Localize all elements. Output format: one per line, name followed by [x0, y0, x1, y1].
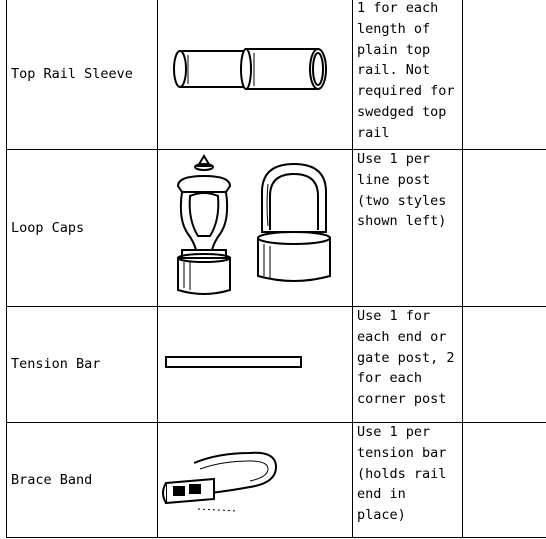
- part-description: [353, 307, 463, 423]
- table-row: [7, 423, 546, 538]
- table-row: [7, 307, 546, 423]
- table-row: [7, 150, 546, 307]
- loop-caps-illustration: [158, 150, 353, 307]
- part-description: [353, 150, 463, 307]
- part-name: Tension Bar: [7, 307, 158, 423]
- description-text: Use 1 per tension bar (holds rail end in place): [357, 424, 447, 524]
- notes-cell: [463, 0, 546, 150]
- tension-bar-illustration: [158, 307, 353, 423]
- top-rail-sleeve-illustration: [158, 0, 353, 150]
- description-text: Use 1 per line post (two styles shown left): [357, 151, 447, 230]
- notes-cell: [463, 307, 546, 423]
- brace-band-illustration: [158, 423, 353, 538]
- table-row: [7, 0, 546, 150]
- brace-band-icon: [158, 423, 352, 537]
- loop-caps-icon: [158, 150, 352, 306]
- description-text: 1 for each length of plain top rail. Not required for swedged top rail: [357, 0, 455, 141]
- part-description: [353, 0, 463, 150]
- tension-bar-icon: [158, 307, 352, 422]
- description-text: Use 1 for each end or gate post, 2 for each corner post: [357, 308, 455, 408]
- part-name: Loop Caps: [7, 150, 158, 307]
- part-description: [353, 423, 463, 538]
- top-rail-sleeve-icon: [158, 0, 352, 149]
- part-name: Top Rail Sleeve: [7, 0, 158, 150]
- parts-table: [6, 0, 546, 538]
- notes-cell: [463, 423, 546, 538]
- part-name: Brace Band: [7, 423, 158, 538]
- notes-cell: [463, 150, 546, 307]
